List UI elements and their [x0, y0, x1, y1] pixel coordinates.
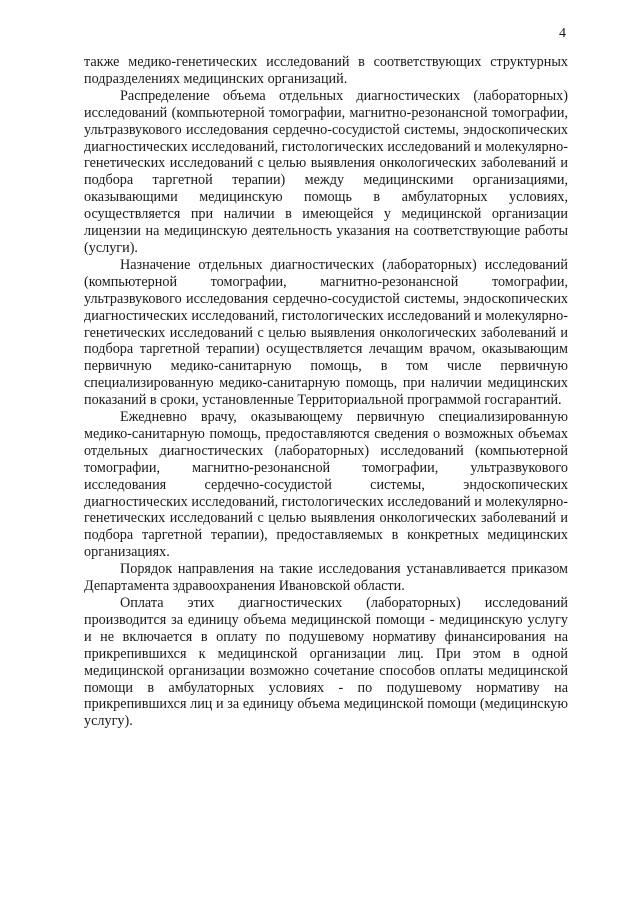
paragraph-referral-order: Порядок направления на такие исследования устанавливается приказом Департамента здравоохранения Ивановской области.	[84, 561, 568, 595]
paragraph-continuation: также медико-генетических исследований в соответствующих структурных подразделениях медицинских организаций.	[84, 54, 568, 87]
document-body	[84, 54, 568, 730]
paragraph-payment: Оплата этих диагностических (лабораторных) исследований производится за единицу объема медицинской помощи - медицинскую услугу и не включается в оплату по подушевому нормативу финансирования на прикрепившихся к медицинской организации лиц. При этом в одной медицинской организации возможно сочетание способов оплаты медицинской помощи в амбулаторных условиях - по подушевому нормативу на прикрепившихся лиц и за единицу объема медицинской помощи (медицинскую услугу).	[84, 595, 568, 730]
page-number: 4	[559, 26, 566, 41]
paragraph-daily-info: Ежедневно врачу, оказывающему первичную специализированную медико-санитарную помощь, предоставляются сведения о возможных объемах отдельных диагностических (лабораторных) исследований (компьютерной томографии, магнитно-резонансной томографии, ультразвукового исследования сердечно-сосудистой системы, эндоскопических диагностических исследований, гистологических исследований и молекулярно-генетических исследований с целью выявления онкологических заболеваний и подбора таргетной терапии), предоставляемых в конкретных медицинских организациях.	[84, 409, 568, 561]
paragraph-prescription: Назначение отдельных диагностических (лабораторных) исследований (компьютерной томографии, магнитно-резонансной томографии, ультразвукового исследования сердечно-сосудистой системы, эндоскопических диагностических исследований, гистологических исследований и молекулярно-генетических исследований с целью выявления онкологических заболеваний и подбора таргетной терапии) осуществляется лечащим врачом, оказывающим первичную медико-санитарную помощь, в том числе первичную специализированную медико-санитарную помощь, при наличии медицинских показаний в сроки, установленные Территориальной программой госгарантий.	[84, 256, 568, 409]
paragraph-distribution: Распределение объема отдельных диагностических (лабораторных) исследований (компьютерной томографии, магнитно-резонансной томографии, ультразвукового исследования сердечно-сосудистой системы, эндоскопических диагностических исследований, гистологических исследований и молекулярно-генетических исследований с целью выявления онкологических заболеваний и подбора таргетной терапии) между медицинскими организациями, оказывающими медицинскую помощь в амбулаторных условиях, осуществляется при наличии в имеющейся у медицинской организации лицензии на медицинскую деятельность указания на соответствующие работы (услуги).	[84, 87, 568, 256]
